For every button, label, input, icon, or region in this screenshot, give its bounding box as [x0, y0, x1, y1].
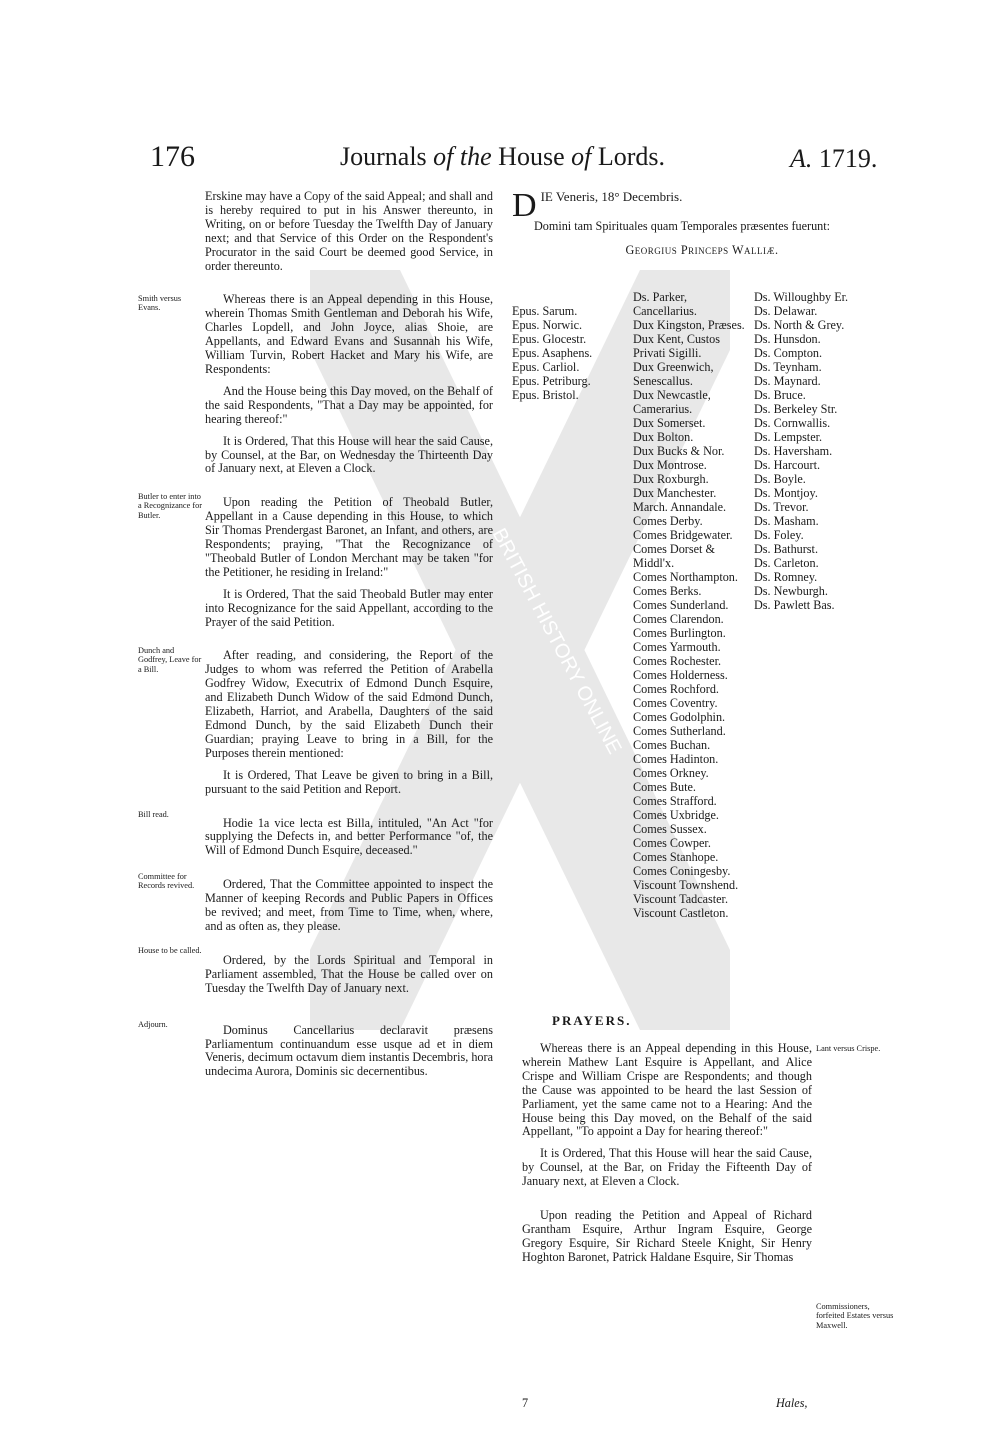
prayers-heading: PRAYERS. [552, 1013, 632, 1028]
peer-entry: Comes Clarendon. [633, 612, 724, 626]
peer-entry: Comes Uxbridge. [633, 808, 719, 822]
paragraph: Whereas there is an Appeal depending in this House, wherein Thomas Smith Gentleman and Deborah his Wife, Charles Lopdell, and John Joyce, alias Shoie, are Appellants, and Edward Evans and Susannah his Wife, William Turvin, Robert Hacket and Mary his Wife, are Respondents: [205, 292, 493, 376]
margin-note: Butler to enter into a Recognizance for Butler. [138, 492, 203, 520]
margin-note: Bill read. [138, 810, 169, 819]
peer-entry: Dux Bolton. [633, 430, 694, 444]
peer-entry: Viscount Townshend. [633, 878, 739, 892]
peer-entry: Comes Hadinton. [633, 752, 719, 766]
paragraph: And the House being this Day moved, on the Behalf of the said Respondents, "That a Day may be appointed, for hearing thereof:" [205, 383, 493, 426]
baron-entry: Ds. Harcourt. [754, 458, 820, 472]
peer-entry: Dux Greenwich, Senescallus. [633, 360, 714, 388]
peer-entry: Comes Buchan. [633, 738, 711, 752]
peer-entry: Comes Holderness. [633, 668, 728, 682]
baron-entry: Ds. Cornwallis. [754, 416, 831, 430]
margin-note: Commissioners, forfeited Estates versus Maxwell. [816, 1302, 894, 1330]
peer-entry: Comes Sunderland. [633, 598, 729, 612]
peer-entry: Comes Dorset & Middl'x. [633, 542, 715, 570]
paragraph: Whereas there is an Appeal depending in this House, wherein Mathew Lant Esquire is Appellant, and Alice Crispe and William Crispe are Respondents; and though the Cause was appointed to be heard the last Session of Parliament, yet the same came not to a Hearing: And the House being this Day moved, on the Behalf of the said Appellant, "To appoint a Day for hearing thereof:" [522, 1041, 812, 1139]
baron-entry: Ds. Hunsdon. [754, 332, 821, 346]
peer-entry: Comes Berks. [633, 584, 702, 598]
margin-note: Smith versus Evans. [138, 294, 182, 313]
bishop-entry: Epus. Sarum. [512, 304, 578, 318]
watermark-text: BRITISH HISTORY ONLINE [487, 524, 626, 758]
baron-entry: Ds. Montjoy. [754, 486, 818, 500]
paragraph: Upon reading the Petition of Theobald Butler, Appellant in a Cause depending in this House, to which Sir Thomas Prendergast Baronet, an Infant, and others, are Respondents; praying, "That the Recognizance of "Theobald Butler of London Merchant may be taken "for the Petitioner, he residing in Ireland:" [205, 495, 493, 579]
margin-note: Dunch and Godfrey, Leave for a Bill. [138, 646, 202, 674]
peer-entry: Comes Bute. [633, 780, 696, 794]
baron-entry: Ds. Carleton. [754, 556, 819, 570]
paragraph: Erskine may have a Copy of the said Appeal; and shall and is hereby required to put in his Answer thereunto, in Writing, on or before Tuesday the Twelfth Day of January next; and that Service of this Order on the Respondent's Procurator in the said Court be deemed good Service, in order thereunto. [205, 189, 493, 273]
baron-entry: Ds. Bruce. [754, 388, 806, 402]
right-column-lower [522, 1042, 812, 1273]
baron-entry: Ds. Teynham. [754, 360, 822, 374]
bishop-entry: Epus. Carliol. [512, 360, 580, 374]
baron-entry: Ds. Maynard. [754, 374, 821, 388]
baron-entry: Ds. Lempster. [754, 430, 823, 444]
peer-entry: Comes Orkney. [633, 766, 709, 780]
baron-entry: Ds. Pawlett Bas. [754, 598, 835, 612]
peer-entry: Comes Godolphin. [633, 710, 726, 724]
bishop-entry: Epus. Asaphens. [512, 346, 593, 360]
peer-entry: Dux Kingston, Præses. [633, 318, 745, 332]
page-number: 176 [150, 140, 195, 173]
peer-entry: Comes Bridgewater. [633, 528, 733, 542]
baron-entry: Ds. Romney. [754, 570, 818, 584]
peer-entry: Dux Roxburgh. [633, 472, 709, 486]
signature-mark: 7 [522, 1396, 529, 1410]
paragraph: It is Ordered, That this House will hear the said Cause, by Counsel, at the Bar, on Friday the Fifteenth Day of January next, at Eleven a Clock. [522, 1146, 812, 1189]
margin-note: Committee for Records revived. [138, 872, 195, 891]
barons-list [754, 290, 848, 612]
peer-entry: Comes Coningesby. [633, 864, 731, 878]
year: A. 1719. [790, 144, 878, 173]
peer-entry: Comes Sutherland. [633, 724, 726, 738]
left-column [205, 190, 493, 1087]
paragraph: Upon reading the Petition and Appeal of Richard Grantham Esquire, Arthur Ingram Esquire, George Gregory Esquire, Sir Richard Steele Knight, Sir Henry Hoghton Baronet, Patrick Haldane Esquire, Sir Thomas [522, 1208, 812, 1264]
bishop-entry: Epus. Norwic. [512, 318, 583, 332]
baron-entry: Ds. Haversham. [754, 444, 833, 458]
baron-entry: Ds. Bathurst. [754, 542, 818, 556]
peer-entry: Comes Stanhope. [633, 850, 719, 864]
baron-entry: Ds. North & Grey. [754, 318, 845, 332]
margin-note: Lant versus Crispe. [816, 1044, 881, 1053]
prince-line: Georgius Princeps Walliæ. [625, 242, 779, 257]
peer-entry: Dux Manchester. [633, 486, 717, 500]
peer-entry: Dux Bucks & Nor. [633, 444, 725, 458]
paragraph: It is Ordered, That the said Theobald Butler may enter into Recognizance for the said Appellant, according to the Prayer of the said Petition. [205, 586, 493, 629]
attendance-heading: Domini tam Spirituales quam Temporales præsentes fuerunt: [533, 219, 831, 233]
bishop-entry: Epus. Bristol. [512, 388, 579, 402]
bishops-list [512, 304, 592, 402]
baron-entry: Ds. Willoughby Er. [754, 290, 849, 304]
paragraph: Dominus Cancellarius declaravit præsens Parliamentum continuandum esse usque ad et in diem Veneris, decimum octavum diem instantis Decembris, hora undecima Aurora, Dominis sic decernentibus. [205, 1022, 493, 1079]
margin-note: Adjourn. [138, 1020, 168, 1029]
paragraph: It is Ordered, That this House will hear the said Cause, by Counsel, at the Bar, on Wednesday the Thirteenth Day of January next, at Eleven a Clock. [205, 433, 493, 476]
baron-entry: Ds. Boyle. [754, 472, 806, 486]
peer-entry: Comes Yarmouth. [633, 640, 721, 654]
peer-entry: Viscount Tadcaster. [633, 892, 728, 906]
drop-cap: D [512, 187, 537, 224]
baron-entry: Ds. Delawar. [754, 304, 818, 318]
catchword: Hales, [776, 1396, 808, 1410]
paragraph: Hodie 1a vice lecta est Billa, intituled, "An Act "for supplying the Defects in, and better Performance "of, the Will of Edmond Dunch Esquire, deceased." [205, 815, 493, 858]
peer-entry: Comes Burlington. [633, 626, 726, 640]
baron-entry: Ds. Berkeley Str. [754, 402, 838, 416]
baron-entry: Ds. Masham. [754, 514, 819, 528]
running-header [0, 140, 992, 180]
peer-entry: Comes Northampton. [633, 570, 738, 584]
peer-entry: Comes Coventry. [633, 696, 718, 710]
paragraph: Ordered, That the Committee appointed to inspect the Manner of keeping Records and Public Papers in Offices be revived; and meet, from Time to Time, when, where, and as often as, they please. [205, 877, 493, 933]
peers-list [633, 290, 753, 920]
peer-entry: Comes Derby. [633, 514, 703, 528]
peer-entry: Ds. Parker, Cancellarius. [633, 290, 697, 318]
peer-entry: Dux Kent, Custos Privati Sigilli. [633, 332, 721, 360]
peer-entry: Comes Rochford. [633, 682, 719, 696]
peer-entry: Comes Cowper. [633, 836, 711, 850]
margin-note: House to be called. [138, 946, 202, 955]
baron-entry: Ds. Foley. [754, 528, 804, 542]
peer-entry: Comes Sussex. [633, 822, 707, 836]
peer-entry: Comes Rochester. [633, 654, 722, 668]
running-title: Journals of the House of Lords. [340, 142, 666, 171]
peer-entry: Comes Strafford. [633, 794, 717, 808]
peer-entry: March. Annandale. [633, 500, 727, 514]
bishop-entry: Epus. Glocestr. [512, 332, 587, 346]
bishop-entry: Epus. Petriburg. [512, 374, 591, 388]
paragraph: After reading, and considering, the Report of the Judges to whom was referred the Petition of Arabella Godfrey Widow, Executrix of Edmond Dunch Esquire, and Elizabeth Dunch Widow of the said Edmond Dunch, Elizabeth, Harriot, and Arabella, Daughters of the said Edmond Dunch, by the said Elizabeth Dunch their Guardian; praying Leave to bring in a Bill, for the Purposes therein mentioned: [205, 648, 493, 760]
baron-entry: Ds. Trevor. [754, 500, 809, 514]
day-heading: D IE Veneris, 18° Decembris. [512, 187, 683, 224]
baron-entry: Ds. Compton. [754, 346, 823, 360]
peer-entry: Dux Somerset. [633, 416, 706, 430]
paragraph: It is Ordered, That Leave be given to bring in a Bill, pursuant to the said Petition and Report. [205, 767, 493, 796]
peer-entry: Dux Montrose. [633, 458, 707, 472]
paragraph: Ordered, by the Lords Spiritual and Temporal in Parliament assembled, That the House be called over on Tuesday the Twelfth Day of January next. [205, 952, 493, 995]
right-column [512, 187, 852, 262]
baron-entry: Ds. Newburgh. [754, 584, 828, 598]
peer-entry: Dux Newcastle, Camerarius. [633, 388, 711, 416]
peer-entry: Viscount Castleton. [633, 906, 729, 920]
